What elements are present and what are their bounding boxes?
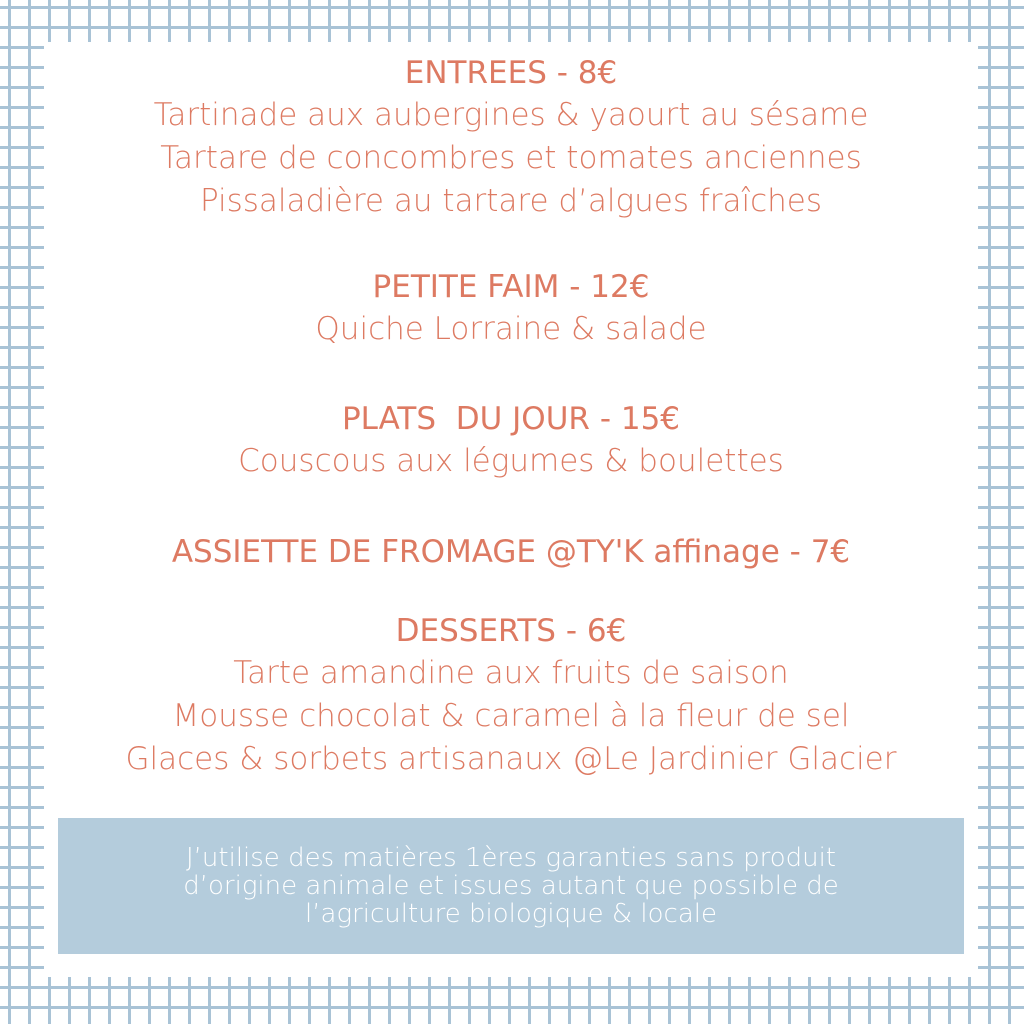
- note-line: J’utilise des matières 1ères garanties sans produit: [185, 843, 836, 873]
- section-desserts: [44, 610, 978, 781]
- section-name: DESSERTS: [395, 613, 556, 649]
- section-price: - 8€: [556, 55, 618, 91]
- section-assiette-de-fromage: [44, 531, 978, 573]
- section-title: [44, 266, 978, 308]
- section-petite-faim: [44, 266, 978, 351]
- section-name: PLATS DU JOUR: [341, 401, 590, 437]
- menu-item: Tarte amandine aux fruits de saison: [233, 655, 789, 691]
- menu-item: Glaces & sorbets artisanaux @Le Jardinier Glacier: [125, 741, 897, 777]
- section-price: - 15€: [599, 401, 681, 437]
- section-entrees: [44, 52, 978, 223]
- note-line: d’origine animale et issues autant que possible de: [183, 871, 839, 901]
- section-title: [44, 610, 978, 652]
- section-name: ENTREES: [404, 55, 547, 91]
- section-name: ASSIETTE DE FROMAGE @TY'K affinage: [171, 534, 780, 570]
- section-title: [44, 398, 978, 440]
- section-price: - 7€: [789, 534, 851, 570]
- section-price: - 12€: [569, 269, 650, 305]
- menu-card: [44, 42, 978, 977]
- section-name: PETITE FAIM: [372, 269, 560, 305]
- menu-item: Tartinade aux aubergines & yaourt au sésame: [153, 97, 869, 133]
- section-price: - 6€: [565, 613, 627, 649]
- menu-item: Mousse chocolat & caramel à la fleur de sel: [172, 698, 850, 734]
- section-title: [44, 531, 978, 573]
- menu-item: Pissaladière au tartare d’algues fraîches: [199, 183, 823, 219]
- section-plats-du-jour: [44, 398, 978, 483]
- menu-item: Quiche Lorraine & salade: [315, 311, 707, 347]
- note-line: l’agriculture biologique & locale: [305, 899, 717, 929]
- section-title: [44, 52, 978, 94]
- sourcing-note-box: [58, 818, 964, 954]
- menu-item: Couscous aux légumes & boulettes: [238, 443, 784, 479]
- menu-item: Tartare de concombres et tomates anciennes: [160, 140, 862, 176]
